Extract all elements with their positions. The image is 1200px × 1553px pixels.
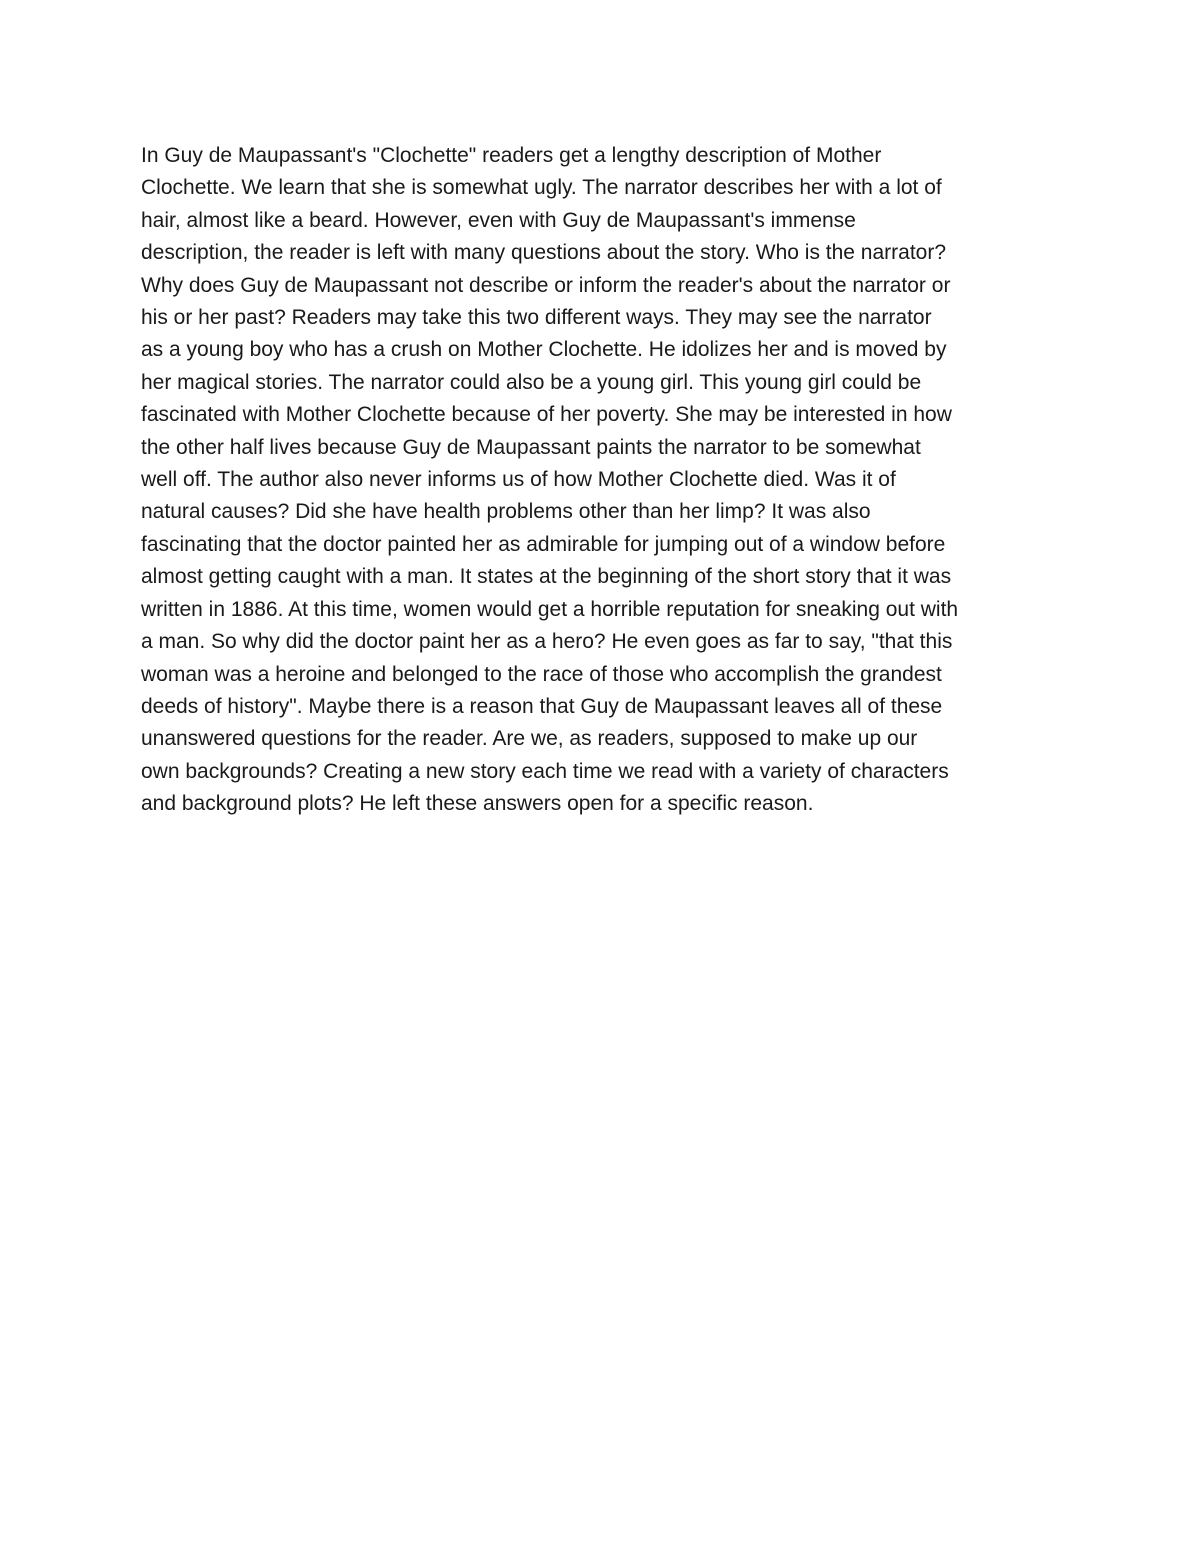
paragraph-line: written in 1886. At this time, women would get a horrible reputation for sneaking out with	[141, 597, 959, 621]
paragraph-line: her magical stories. The narrator could also be a young girl. This young girl could be	[141, 370, 922, 394]
paragraph-line: almost getting caught with a man. It states at the beginning of the short story that it was	[141, 565, 952, 589]
paragraph-line: description, the reader is left with many questions about the story. Who is the narrator?	[141, 241, 947, 265]
paragraph-line: fascinated with Mother Clochette because of her poverty. She may be interested in how	[141, 403, 952, 427]
paragraph-line: deeds of history". Maybe there is a reason that Guy de Maupassant leaves all of these	[141, 694, 943, 718]
paragraph-line: hair, almost like a beard. However, even with Guy de Maupassant's immense	[141, 208, 856, 232]
paragraph-line: Clochette. We learn that she is somewhat ugly. The narrator describes her with a lot of	[141, 176, 942, 200]
paragraph-line: woman was a heroine and belonged to the race of those who accomplish the grandest	[141, 662, 942, 686]
paragraph-line: as a young boy who has a crush on Mother Clochette. He idolizes her and is moved by	[141, 338, 947, 362]
paragraph-line: the other half lives because Guy de Maupassant paints the narrator to be somewhat	[141, 435, 921, 459]
paragraph-line: own backgrounds? Creating a new story each time we read with a variety of characters	[141, 759, 949, 783]
paragraph-line: unanswered questions for the reader. Are we, as readers, supposed to make up our	[141, 727, 918, 751]
paragraph-line: a man. So why did the doctor paint her as a hero? He even goes as far to say, "that this	[141, 630, 953, 654]
paragraph-line: Why does Guy de Maupassant not describe or inform the reader's about the narrator or	[141, 273, 951, 297]
paragraph-line: his or her past? Readers may take this two different ways. They may see the narrator	[141, 306, 932, 330]
paragraph-line: natural causes? Did she have health problems other than her limp? It was also	[141, 500, 871, 524]
paragraph-line: In Guy de Maupassant's "Clochette" readers get a lengthy description of Mother	[141, 144, 882, 167]
paragraph-line: well off. The author also never informs us of how Mother Clochette died. Was it of	[141, 468, 896, 492]
body-paragraph	[141, 140, 1081, 821]
paragraph-line: fascinating that the doctor painted her as admirable for jumping out of a window before	[141, 532, 946, 556]
paragraph-line: and background plots? He left these answers open for a specific reason.	[141, 792, 814, 816]
